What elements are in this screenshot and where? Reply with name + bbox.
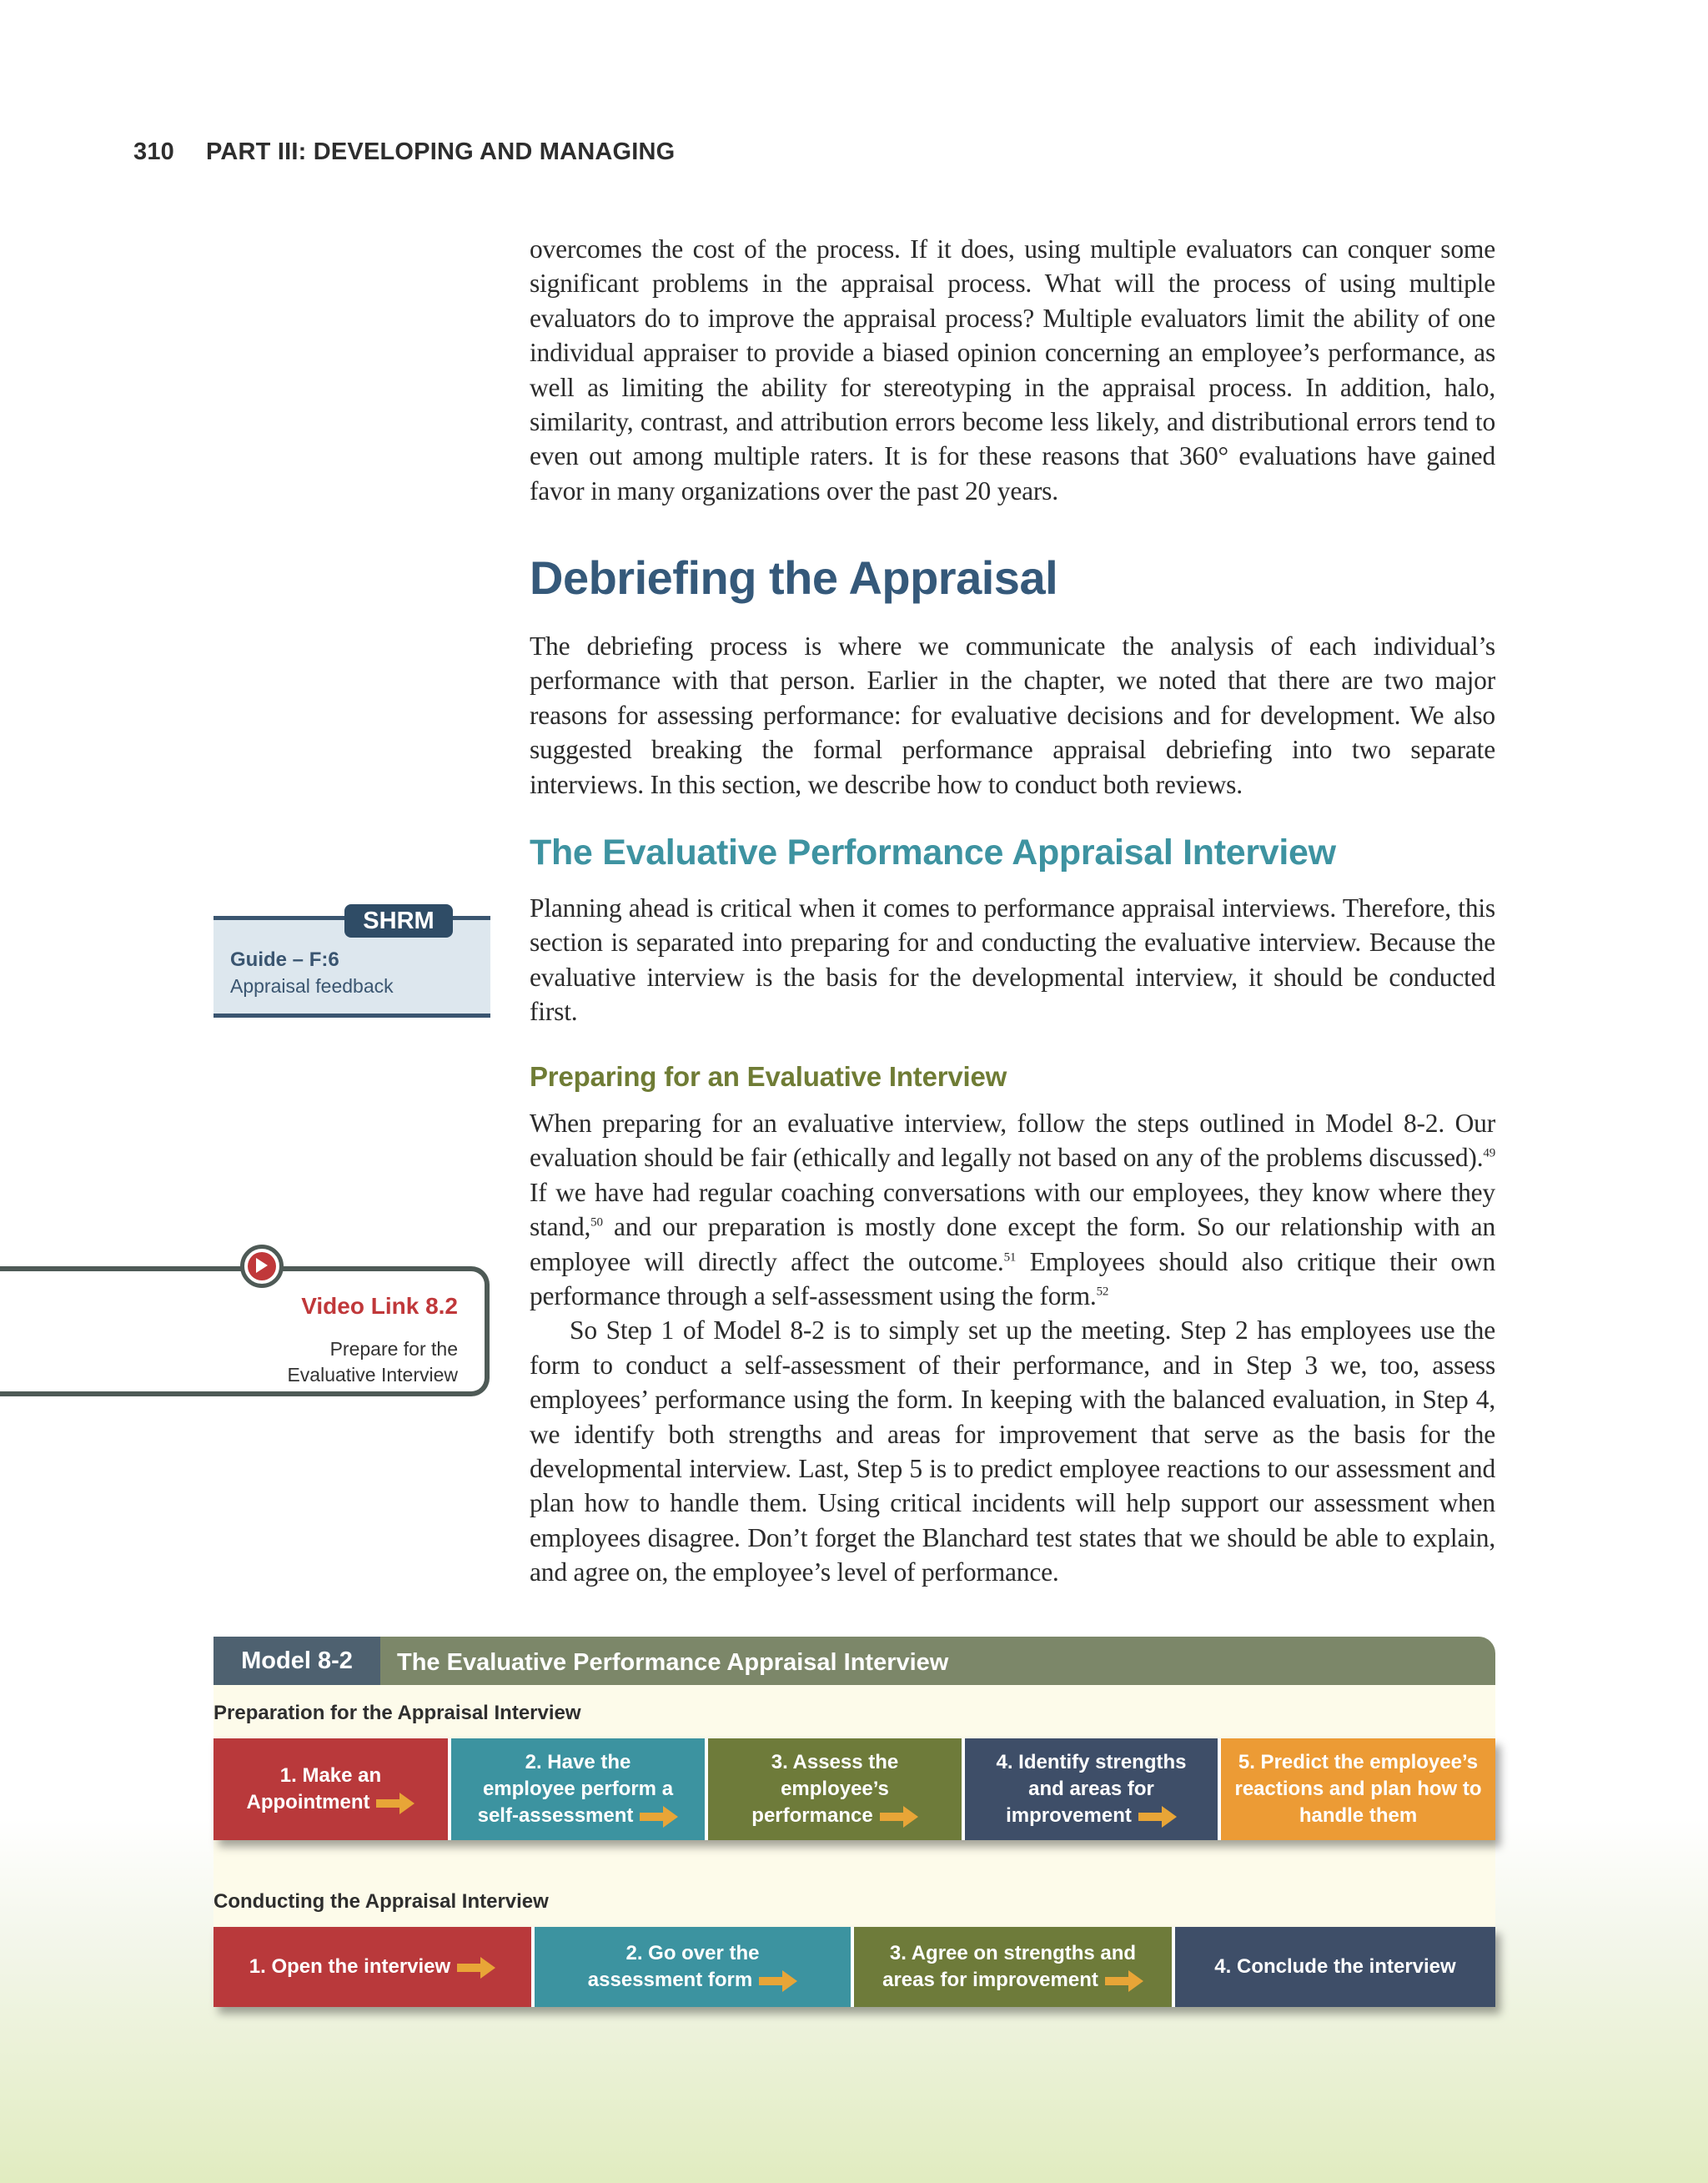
subsubsection-heading: Preparing for an Evaluative Interview: [530, 1061, 1007, 1092]
arrow-right-icon: [1138, 1810, 1177, 1823]
preparing-paragraph-1: When preparing for an evaluative interview, follow the steps outlined in Model 8-2. Our evaluation should be fair (ethically and legally not based on any of the problems discussed).$^{49}$ If we have had regular coaching conversations with our employees, they know where they stand,$^{50}$ and our preparation is mostly done except the form. So our relationship with an employee will directly affect the outcome.$^{51}$ Employees should also critique their own performance through a self-assessment using the form.$^{52}$: [530, 1109, 1496, 1311]
video-link-description: [287, 1336, 458, 1388]
arrow-right-icon: [640, 1810, 678, 1823]
prep-step-5-line: handle them: [1299, 1804, 1418, 1827]
preparing-paragraph-2: So Step 1 of Model 8-2 is to simply set up the meeting. Step 2 has employees use the form to conduct a self-assessment of their performance, and in Step 3 we, too, assess employees’ performance using the form. In keeping with the balanced evaluation, in Step 4, we identify both strengths and areas for improvement that serve as the basis for the developmental interview. Last, Step 5 is to predict employee reactions to our assessment and plan how to handle them. Using critical incidents will help support our assessment when employees disagree. Don’t forget the Blanchard test states that we should be able to explain, and agree on, the employee’s level of performance.: [530, 1315, 1495, 1587]
conduct-step-2: [535, 1927, 854, 2007]
subsection-heading: The Evaluative Performance Appraisal Interview: [530, 832, 1336, 873]
model-label: Model 8-2: [214, 1637, 380, 1685]
play-icon[interactable]: [240, 1245, 284, 1288]
subsubsection-body: [530, 1106, 1495, 1590]
video-link-line-1: Prepare for the: [329, 1338, 458, 1360]
section-paragraph: The debriefing process is where we communicate the analysis of each individual’s performance with that person. Earlier in the chapter, we noted that there are two major reasons for assessing performance: for evaluative decisions and for development. We also suggested breaking the formal performance appraisal debriefing into two separate interviews. In this section, we describe how to conduct both reviews.: [530, 631, 1495, 799]
footnote-50[interactable]: 50: [590, 1215, 603, 1230]
prep-step-5-line: reactions and plan how to: [1234, 1778, 1482, 1800]
footnote-49[interactable]: 49: [1483, 1146, 1495, 1160]
footnote-51[interactable]: 51: [1003, 1250, 1017, 1265]
model-header: [214, 1637, 1495, 1685]
arrow-right-icon: [376, 1797, 414, 1810]
prep-step-1: [214, 1738, 451, 1840]
section-body: [530, 629, 1495, 802]
prep-step-3: [708, 1738, 965, 1840]
prep-step-4-line: 4. Identify strengths: [996, 1751, 1187, 1773]
arrow-right-icon: [457, 1961, 495, 1974]
preparation-heading-band: [214, 1685, 1495, 1738]
arrow-right-icon: [759, 1974, 797, 1988]
conducting-heading-band: [214, 1877, 1495, 1927]
video-link-box[interactable]: [0, 1266, 490, 1396]
shrm-tag: SHRM: [344, 904, 453, 938]
conduct-step-3-line: 3. Agree on strengths and: [889, 1942, 1137, 1964]
conduct-step-2-line: assessment form: [588, 1967, 797, 1994]
conduct-step-4: [1175, 1927, 1495, 2007]
model-8-2: [214, 1637, 1495, 2007]
prep-step-4: [965, 1738, 1221, 1840]
footnote-52[interactable]: 52: [1096, 1285, 1109, 1299]
prep-step-5-line: 5. Predict the employee’s: [1238, 1751, 1479, 1773]
arrow-right-icon: [1105, 1974, 1143, 1988]
conduct-step-2-line: 2. Go over the: [625, 1942, 760, 1964]
conducting-steps: [214, 1927, 1495, 2007]
shrm-guide-label: Guide – F:6: [230, 948, 339, 971]
intro-paragraph: overcomes the cost of the process. If it does, using multiple evaluators can conquer some significant problems in the appraisal process. What will the process of using multiple evaluators do to improve the appraisal process? Multiple evaluators limit the ability of one individual appraiser to provide a biased opinion concerning an employee’s performance, as well as limiting the ability for stereotyping in the appraisal process. In addition, halo, similarity, contrast, and attribution errors become less likely, and distributional errors tend to even out among multiple raters. It is for these reasons that 360° evaluations have gained favor in many organizations over the past 20 years.: [530, 234, 1495, 506]
arrow-right-icon: [880, 1810, 918, 1823]
prep-step-3-line: employee’s: [781, 1778, 889, 1800]
running-head: [133, 138, 675, 166]
prep-step-2-line: self-assessment: [478, 1803, 679, 1829]
prep-step-3-line: 3. Assess the: [771, 1751, 899, 1773]
subsection-body: [530, 891, 1495, 1029]
preparation-steps: [214, 1738, 1495, 1840]
prep-step-3-line: performance: [751, 1803, 917, 1829]
conducting-heading: Conducting the Appraisal Interview: [214, 1890, 549, 1913]
prep-step-1-line: 1. Make an: [279, 1764, 382, 1787]
subsection-paragraph: Planning ahead is critical when it comes to performance appraisal interviews. Therefore, this section is separated into preparing for and conducting the evaluative interview. Because the evaluative interview is the basis for the developmental interview, it should be conducted first.: [530, 893, 1495, 1027]
conduct-step-4-line: 4. Conclude the interview: [1214, 1955, 1456, 1978]
prep-step-2: [451, 1738, 708, 1840]
prep-step-2-line: employee perform a: [482, 1778, 674, 1800]
preparation-heading: Preparation for the Appraisal Interview: [214, 1702, 581, 1724]
part-title: PART III: DEVELOPING AND MANAGING: [206, 138, 676, 165]
conduct-step-1-line: 1. Open the interview: [249, 1954, 495, 1980]
prep-step-2-line: 2. Have the: [525, 1751, 631, 1773]
shrm-topic: Appraisal feedback: [230, 975, 394, 997]
video-link-title[interactable]: Video Link 8.2: [301, 1293, 458, 1319]
video-link-line-2: Evaluative Interview: [287, 1364, 458, 1386]
page-number: 310: [133, 138, 174, 165]
intro-block: [530, 232, 1495, 508]
model-title: The Evaluative Performance Appraisal Interview: [397, 1649, 949, 1676]
prep-step-5: [1221, 1738, 1495, 1840]
prep-step-4-line: and areas for: [1028, 1778, 1154, 1800]
section-heading: Debriefing the Appraisal: [530, 551, 1058, 604]
shrm-guide-box: [214, 908, 490, 1018]
conduct-step-3-line: areas for improvement: [882, 1967, 1143, 1994]
conduct-step-3: [854, 1927, 1175, 2007]
prep-step-1-line: Appointment: [247, 1789, 415, 1816]
conduct-step-1: [214, 1927, 535, 2007]
prep-step-4-line: improvement: [996, 1803, 1186, 1829]
